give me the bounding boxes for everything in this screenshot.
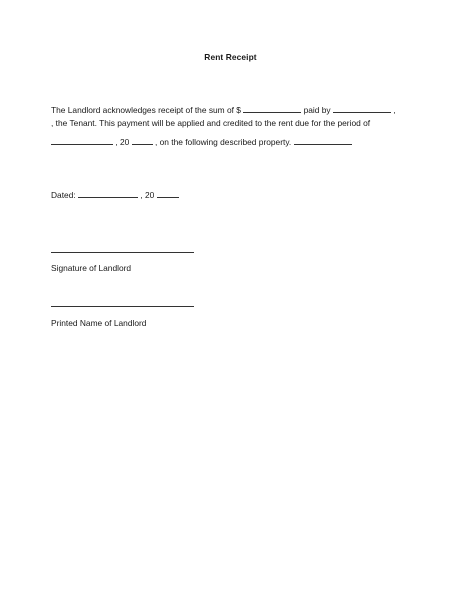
printed-name-label: Printed Name of Landlord — [51, 318, 147, 328]
receipt-line-3 — [51, 137, 352, 147]
period-year-blank[interactable] — [132, 137, 153, 145]
receipt-text-sum: The Landlord acknowledges receipt of the sum of $ — [51, 105, 241, 115]
receipt-line-1 — [51, 105, 396, 115]
receipt-text-property: , on the following described property. — [154, 137, 292, 147]
amount-blank[interactable] — [243, 105, 301, 113]
property-blank[interactable] — [294, 137, 352, 145]
signature-line[interactable] — [51, 252, 194, 253]
dated-year-prefix: , 20 — [140, 190, 155, 200]
dated-year-blank[interactable] — [157, 190, 179, 198]
dated-label: Dated: — [51, 190, 76, 200]
receipt-text-year: , 20 — [115, 137, 130, 147]
receipt-text-period: , the Tenant. This payment will be applied and credited to the rent due for the period of — [51, 118, 371, 128]
printed-name-line[interactable] — [51, 306, 194, 307]
receipt-text-paid-by: paid by — [303, 105, 331, 115]
period-date-blank[interactable] — [51, 137, 113, 145]
tenant-name-blank[interactable] — [333, 105, 391, 113]
dated-date-blank[interactable] — [78, 190, 138, 198]
receipt-text-comma: , — [393, 105, 396, 115]
signature-label: Signature of Landlord — [51, 263, 132, 273]
receipt-line-2 — [51, 118, 370, 128]
document-title: Rent Receipt — [204, 52, 257, 62]
dated-line — [51, 190, 179, 200]
